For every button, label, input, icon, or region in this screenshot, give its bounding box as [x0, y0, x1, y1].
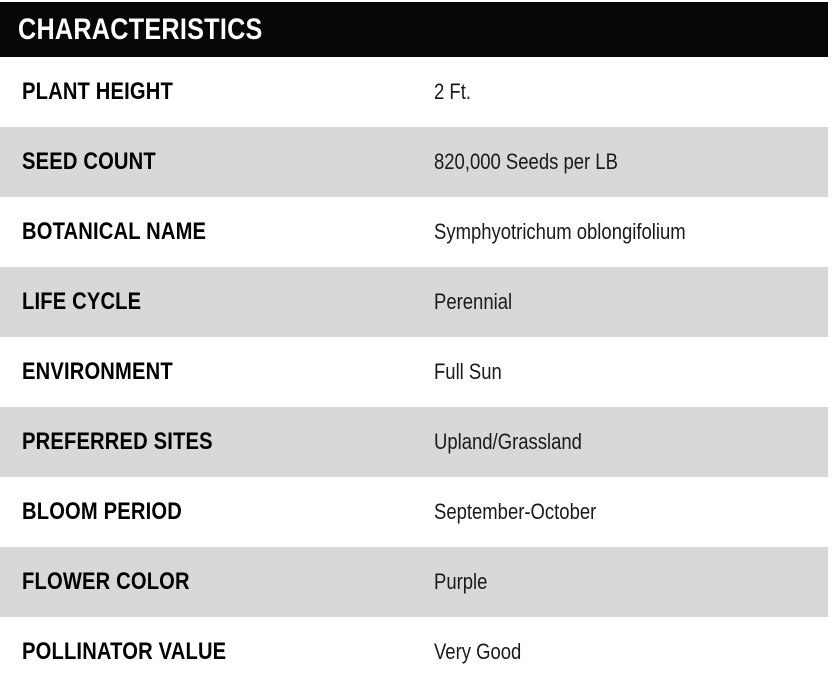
row-value: Symphyotrichum oblongifolium: [434, 219, 686, 244]
table-row: [0, 197, 828, 267]
table-row: [0, 617, 828, 687]
row-label-cell: [0, 428, 434, 456]
row-label: BLOOM PERIOD: [22, 498, 182, 525]
row-value-cell: [434, 639, 828, 665]
row-label: POLLINATOR VALUE: [22, 638, 227, 665]
row-value-cell: [434, 79, 828, 105]
row-value: Purple: [434, 569, 488, 594]
table-row: [0, 547, 828, 617]
table-header: [0, 2, 828, 57]
row-label-cell: [0, 498, 434, 526]
row-value-cell: [434, 219, 828, 245]
table-row: [0, 57, 828, 127]
row-label: LIFE CYCLE: [22, 288, 142, 315]
row-value: 2 Ft.: [434, 79, 471, 104]
row-label-cell: [0, 638, 434, 666]
table-row: [0, 407, 828, 477]
table-row: [0, 127, 828, 197]
row-label-cell: [0, 358, 434, 386]
row-value-cell: [434, 359, 828, 385]
row-value-cell: [434, 149, 828, 175]
row-value-cell: [434, 429, 828, 455]
row-value: Perennial: [434, 289, 513, 314]
table-row: [0, 337, 828, 407]
row-label-cell: [0, 78, 434, 106]
row-value: Upland/Grassland: [434, 429, 582, 454]
row-value: Full Sun: [434, 359, 502, 384]
table-title: CHARACTERISTICS: [18, 12, 263, 46]
row-label: ENVIRONMENT: [22, 358, 173, 385]
row-label-cell: [0, 568, 434, 596]
row-label-cell: [0, 148, 434, 176]
row-value-cell: [434, 499, 828, 525]
row-value: September-October: [434, 499, 597, 524]
row-label: FLOWER COLOR: [22, 568, 190, 595]
row-label: PLANT HEIGHT: [22, 78, 173, 105]
row-value: Very Good: [434, 639, 522, 664]
row-label: PREFERRED SITES: [22, 428, 213, 455]
row-label: BOTANICAL NAME: [22, 218, 207, 245]
table-body: [0, 57, 828, 687]
row-label: SEED COUNT: [22, 148, 156, 175]
row-label-cell: [0, 218, 434, 246]
table-row: [0, 267, 828, 337]
row-label-cell: [0, 288, 434, 316]
row-value: 820,000 Seeds per LB: [434, 149, 618, 174]
row-value-cell: [434, 289, 828, 315]
row-value-cell: [434, 569, 828, 595]
table-row: [0, 477, 828, 547]
